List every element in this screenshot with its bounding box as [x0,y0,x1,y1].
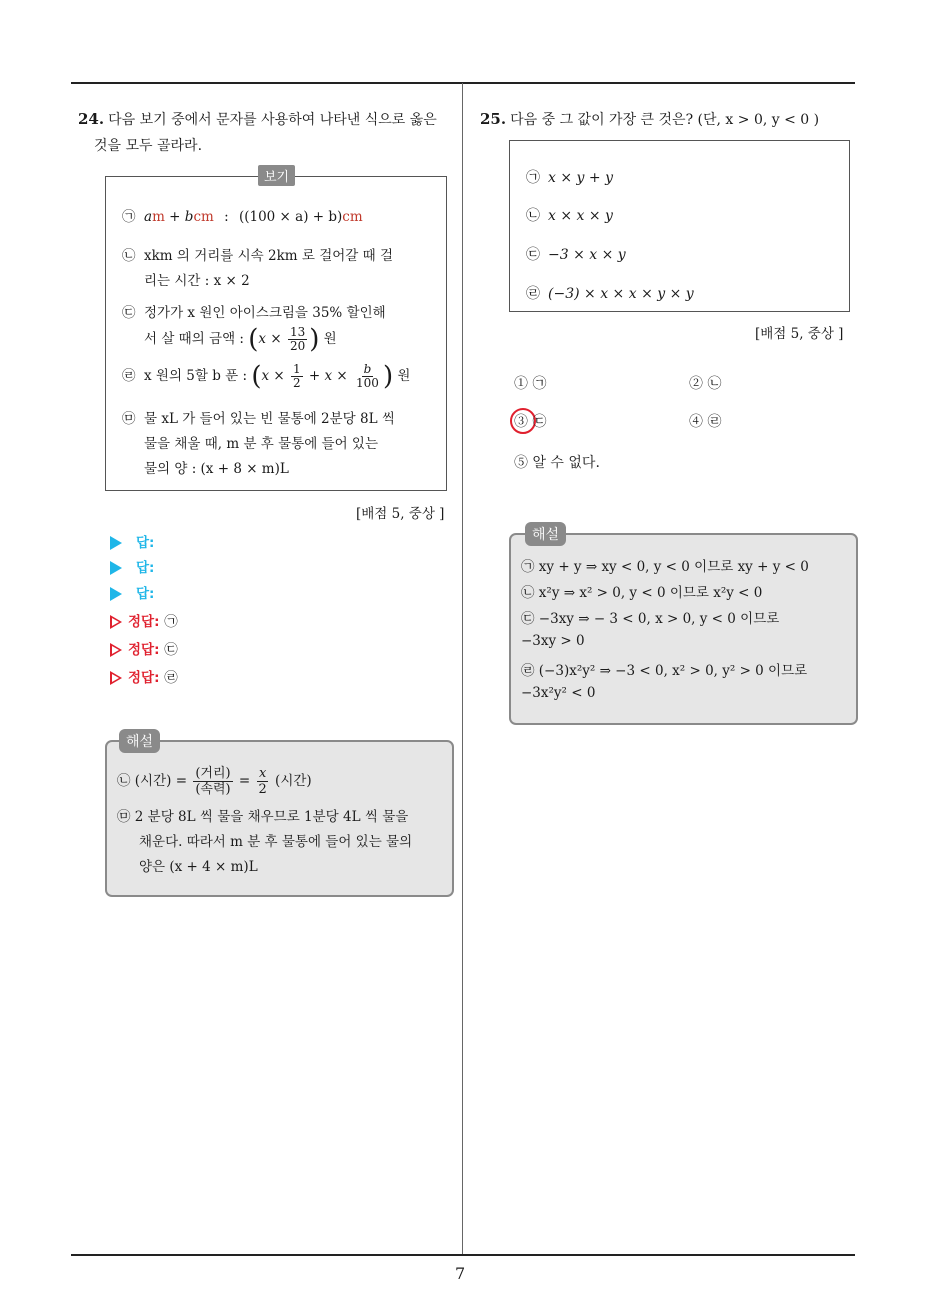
option-number: ③ [514,414,528,430]
fraction-num: 1 [292,362,301,376]
q25-solution-line: ㉢ −3xy ⇒ − 3 < 0, x > 0, y < 0 이므로 [521,611,780,627]
item-expr: x × y + y [548,170,613,186]
q25-solution-line: ㉣ (−3)x²y² ⇒ −3 < 0, x² > 0, y² > 0 이므로 [521,663,808,679]
answer-label: 답: [136,586,155,602]
triangle-icon [110,561,122,575]
item-text: x 원의 5할 b 푼 : [144,368,252,384]
q24-item-b [122,244,432,294]
item-text: 물을 채울 때, m 분 후 물통에 들어 있는 [144,436,378,452]
fraction [354,363,381,390]
correct-value: ㉠ [164,614,178,630]
option-number: ④ [689,414,703,430]
q25-solution-line: −3x²y² < 0 [521,685,596,701]
item-text: 정가가 x 원인 아이스크림을 35% 할인해 [144,305,386,321]
q24-correct-1 [110,610,178,630]
item-expr: (−3) × x × x × y × y [548,286,694,302]
sol-text: (시간) = [130,773,192,789]
q25-solution-title: 해설 [525,522,566,546]
column-divider [462,83,463,1255]
item-var: a [144,209,153,225]
q24-solution-line2: ㉤ 2 분당 8L 씩 물을 채우므로 1분당 4L 씩 물을 [117,809,409,825]
option-value: ㉣ [707,414,722,430]
q25-solution-line: ㉠ xy + y ⇒ xy < 0, y < 0 이므로 xy + y < 0 [521,559,809,575]
page-number: 7 [455,1264,466,1283]
q24-item-a [122,205,432,230]
fraction [256,766,268,797]
q24-correct-2 [110,638,178,658]
sol-text: = [234,773,255,789]
q25-option-1[interactable] [514,373,546,393]
item-var: b [184,209,194,225]
item-mark: ㉢ [526,247,540,263]
q25-solution-line: −3xy > 0 [521,633,585,649]
paren-right: ) [309,324,320,355]
fraction [288,326,307,353]
outline-triangle-icon [110,615,122,629]
sol-text: (시간) [270,773,312,789]
q25-solution-box [509,527,858,725]
fraction-den: 2 [292,376,301,390]
item-text: 원 [319,331,337,347]
item-expr: ((100 × a) + b) [238,209,343,225]
item-mark: ㉢ [122,305,136,321]
correct-label: 정답: [128,642,160,658]
fraction-den: 2 [258,782,267,797]
q24-bogi-box [105,170,447,491]
q24-bogi-title: 보기 [258,165,295,186]
item-text: 서 살 때의 금액 : [144,331,249,347]
item-unit: cm [342,209,363,225]
item-unit: m [152,209,165,225]
outline-triangle-icon [110,671,122,685]
fraction [193,766,232,797]
option-value: ㉡ [707,376,722,392]
item-op: + [164,209,185,225]
q25-text: 다음 중 그 값이 가장 큰 것은? (단, x > 0, y < 0 ) [510,112,820,128]
q24-number: 24. [78,110,105,128]
item-expr: x × x × y [548,208,613,224]
answer-label: 답: [136,560,155,576]
q24-answer-2 [110,556,154,576]
q25-option-3[interactable] [514,411,546,431]
q24-answer-1 [110,531,154,551]
fraction-num: b [363,362,372,376]
fraction-den: 20 [289,339,306,353]
paren-right: ) [382,361,394,392]
q25-item [526,244,626,264]
answer-label: 답: [136,535,155,551]
option-number: ① [514,376,528,392]
item-text: 원 [393,368,411,384]
item-mark: ㉣ [526,286,540,302]
q24-item-d [122,363,432,390]
correct-value: ㉢ [164,642,178,658]
outline-triangle-icon [110,643,122,657]
q24-solution-line1 [117,766,444,797]
item-text: 리는 시간 : x × 2 [144,273,250,289]
item-expr: −3 × x × y [548,247,626,263]
q25-box [509,140,850,312]
q24-correct-3 [110,666,178,686]
item-mark: ㉡ [526,208,540,224]
triangle-icon [110,587,122,601]
option-value: ㉢ [532,414,547,430]
top-rule [71,82,855,84]
item-expr: x × [261,368,289,384]
option-number: ② [689,376,703,392]
q24-text-line1: 다음 보기 중에서 문자를 사용하여 나타낸 식으로 옳은 [108,112,437,128]
paren-left: ( [251,361,262,392]
q25-solution-line: ㉡ x²y ⇒ x² > 0, y < 0 이므로 x²y < 0 [521,585,763,601]
item-text: 물 xL 가 들어 있는 빈 물통에 2분당 8L 씩 [144,411,395,427]
q24-question [78,106,458,159]
option-value: 알 수 없다. [532,455,600,471]
item-mark: ㉣ [122,368,136,384]
q24-solution-title: 해설 [119,729,160,753]
q24-solution-line4: 양은 (x + 4 × m)L [139,859,258,875]
sol-mark: ㉡ [117,773,131,789]
q25-question [480,106,860,133]
q25-item [526,283,694,303]
option-number: ⑤ [514,455,528,471]
fraction-den: (속력) [195,782,231,797]
q24-solution-box [105,734,454,897]
item-mark: ㉠ [526,170,540,186]
correct-value: ㉣ [164,670,178,686]
q25-score: [배점 5, 중상 ] [755,326,844,342]
fraction-num: 13 [289,325,306,339]
q24-item-e [122,407,432,482]
q25-number: 25. [480,110,507,128]
item-mark: ㉤ [122,411,136,427]
fraction-num: (거리) [195,766,231,781]
q25-option-4[interactable] [689,411,721,431]
fraction [291,363,303,390]
q24-score: [배점 5, 중상 ] [356,506,445,522]
correct-label: 정답: [128,670,160,686]
q25-option-2[interactable] [689,373,721,393]
q25-option-5[interactable] [514,452,600,472]
q25-item [526,205,613,225]
item-expr: x × [258,331,286,347]
item-mark: ㉠ [122,209,136,225]
q24-text-line2: 것을 모두 골라라. [94,138,203,154]
fraction-den: 100 [356,376,379,390]
item-expr: + x × [304,368,353,384]
bottom-rule [71,1254,855,1256]
triangle-icon [110,536,122,550]
item-text: 물의 양 : (x + 8 × m)L [144,461,289,477]
option-value: ㉠ [532,376,547,392]
correct-label: 정답: [128,614,160,630]
q24-item-c [122,301,432,353]
item-colon: : [219,209,233,225]
fraction-num: x [258,766,267,781]
q24-solution-line3: 채운다. 따라서 m 분 후 물통에 들어 있는 물의 [139,834,413,850]
item-mark: ㉡ [122,248,136,264]
paren-left: ( [248,324,259,355]
item-text: xkm 의 거리를 시속 2km 로 걸어갈 때 걸 [144,248,393,264]
item-unit: cm [193,209,214,225]
q25-item [526,167,613,187]
q24-answer-3 [110,582,154,602]
